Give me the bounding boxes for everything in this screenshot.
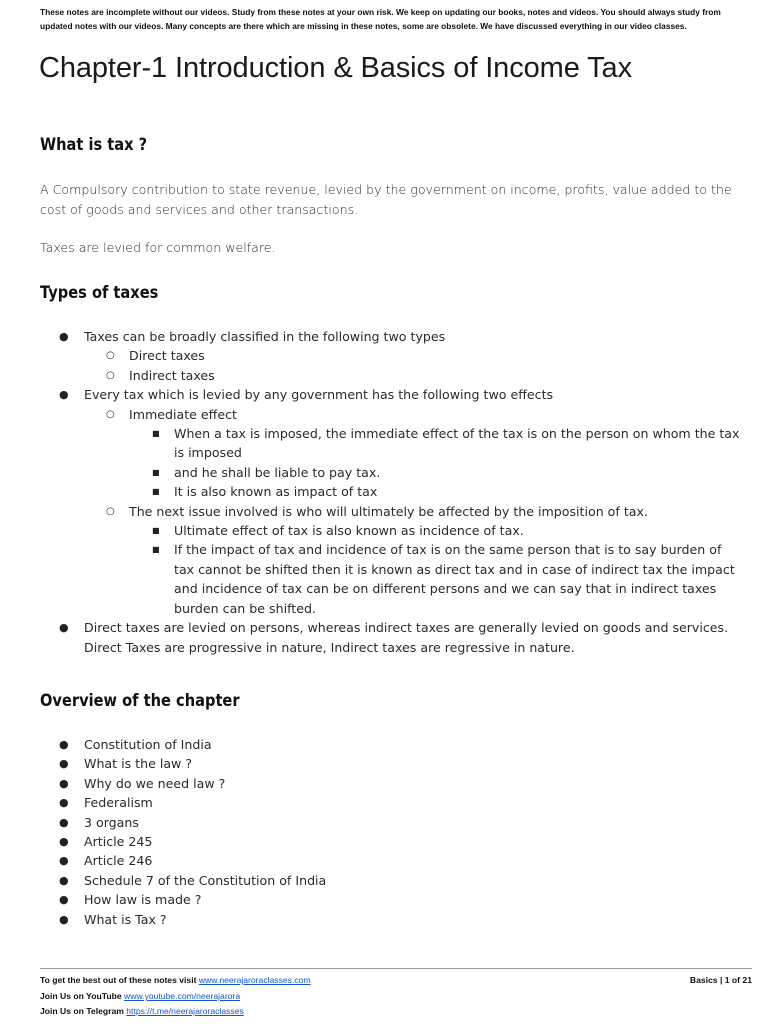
tax-definition-paragraph: A Compulsory contribution to state revenue, levied by the government on income, profits, value added to the cost of goods and services and other transactions.: [40, 182, 732, 217]
square-bullet-icon: ■: [152, 467, 160, 477]
list-item: [40, 813, 744, 832]
list-item-text: Direct taxes: [129, 348, 205, 364]
footer-youtube-line: [40, 990, 240, 1002]
filled-circle-bullet-icon: ●: [59, 815, 69, 829]
list-item-text: The next issue involved is who will ultimately be affected by the imposition of tax.: [129, 503, 648, 519]
list-item: [40, 890, 744, 909]
page-number: 1 of 21: [724, 975, 752, 985]
list-item-text: What is the law ?: [84, 756, 193, 772]
list-item: [40, 540, 744, 618]
filled-circle-bullet-icon: ●: [59, 330, 69, 343]
list-item: [40, 754, 744, 773]
filled-circle-bullet-icon: ●: [59, 738, 69, 751]
list-item-text: Why do we need law ?: [84, 775, 226, 791]
square-bullet-icon: ■: [152, 487, 160, 497]
list-item-text: Federalism: [84, 795, 153, 811]
hollow-circle-bullet-icon: ○: [106, 505, 115, 517]
list-item: [40, 871, 744, 890]
filled-circle-bullet-icon: ●: [59, 912, 69, 926]
list-item: [40, 910, 744, 929]
footer-youtube-label: Join Us on YouTube: [40, 991, 125, 1001]
list-item-text: How law is made ?: [84, 892, 202, 908]
filled-circle-bullet-icon: ●: [59, 854, 69, 868]
list-item: [40, 482, 744, 501]
square-bullet-icon: ■: [152, 429, 160, 439]
footer-telegram-line: [40, 1005, 244, 1017]
list-item: [40, 793, 744, 812]
footer-website-label: To get the best out of these notes visit: [40, 975, 199, 985]
filled-circle-bullet-icon: ●: [59, 776, 69, 790]
list-item-text: Direct taxes are levied on persons, whereas indirect taxes are generally levied on goods and services. Direct Taxes are progressive in nature, Indirect taxes are regressive in nature.: [84, 620, 729, 655]
footer-divider: [40, 968, 752, 969]
page-title: Chapter-1 Introduction & Basics of Income Tax: [39, 52, 632, 84]
page-separator: |: [717, 975, 725, 985]
heading-types-of-taxes: Types of taxes: [40, 283, 159, 303]
footer-website-line: [40, 974, 311, 986]
hollow-circle-bullet-icon: ○: [106, 350, 115, 362]
list-item-text: Ultimate effect of tax is also known as incidence of tax.: [174, 523, 524, 539]
overview-list: [40, 735, 744, 929]
list-item-text: Every tax which is levied by any government has the following two effects: [84, 387, 554, 403]
list-item-text: Article 245: [84, 834, 153, 850]
types-of-taxes-list: [40, 327, 744, 657]
heading-overview: Overview of the chapter: [40, 691, 240, 711]
tax-welfare-paragraph: Taxes are levied for common welfare.: [40, 240, 276, 255]
square-bullet-icon: ■: [152, 526, 160, 536]
hollow-circle-bullet-icon: ○: [106, 369, 115, 381]
list-item-text: and he shall be liable to pay tax.: [174, 464, 381, 480]
list-item: [40, 346, 744, 365]
youtube-link[interactable]: www.youtube.com/neerajarora: [124, 991, 241, 1001]
list-item: [40, 832, 744, 851]
list-item: [40, 502, 744, 521]
list-item-text: Indirect taxes: [129, 367, 215, 383]
telegram-link[interactable]: https://t.me/neerajaroraclasses: [126, 1006, 244, 1016]
list-item: [40, 774, 744, 793]
list-item-text: It is also known as impact of tax: [174, 484, 378, 500]
page-indicator: [690, 974, 752, 986]
filled-circle-bullet-icon: ●: [59, 893, 69, 907]
square-bullet-icon: ■: [152, 545, 160, 555]
list-item: [40, 424, 744, 463]
list-item: [40, 735, 744, 754]
filled-circle-bullet-icon: ●: [59, 621, 69, 635]
heading-what-is-tax: What is tax ?: [40, 135, 148, 155]
list-item-text: Immediate effect: [129, 406, 237, 422]
filled-circle-bullet-icon: ●: [59, 835, 69, 849]
list-item: [40, 851, 744, 870]
filled-circle-bullet-icon: ●: [59, 873, 69, 887]
list-item: [40, 327, 744, 346]
filled-circle-bullet-icon: ●: [59, 757, 69, 771]
list-item: [40, 405, 744, 424]
page-section-label: Basics: [689, 975, 718, 985]
filled-circle-bullet-icon: ●: [59, 796, 69, 810]
list-item-text: What is Tax ?: [84, 911, 167, 927]
list-item: [40, 618, 744, 657]
filled-circle-bullet-icon: ●: [59, 388, 69, 402]
list-item-text: Constitution of India: [84, 737, 212, 752]
website-link[interactable]: www.neerajaroraclasses.com: [198, 975, 311, 985]
list-item-text: Schedule 7 of the Constitution of India: [84, 872, 327, 888]
list-item: [40, 521, 744, 540]
list-item-text: 3 organs: [84, 814, 139, 830]
list-item-text: When a tax is imposed, the immediate effect of the tax is on the person on whom the tax is imposed: [174, 426, 740, 461]
list-item-text: Taxes can be broadly classified in the following two types: [84, 329, 446, 344]
hollow-circle-bullet-icon: ○: [106, 408, 115, 420]
list-item: [40, 463, 744, 482]
list-item: [40, 366, 744, 385]
list-item-text: If the impact of tax and incidence of tax is on the same person that is to say burden of tax cannot be shifted then it is known as direct tax and in case of indirect tax the impact and incidence of tax can be on different persons and we can say that in indirect taxes burden can be shifted.: [174, 542, 735, 616]
footer-telegram-label: Join Us on Telegram: [40, 1006, 127, 1016]
list-item-text: Article 246: [84, 853, 153, 869]
disclaimer-banner: These notes are incomplete without our videos. Study from these notes at your own risk. We keep on updating our books, notes and videos. You should always study from updated notes with our videos. Many concepts are there which are missing in these notes, some are obsolete. We have discussed everything in our video classes.: [40, 7, 721, 31]
list-item: [40, 385, 744, 404]
